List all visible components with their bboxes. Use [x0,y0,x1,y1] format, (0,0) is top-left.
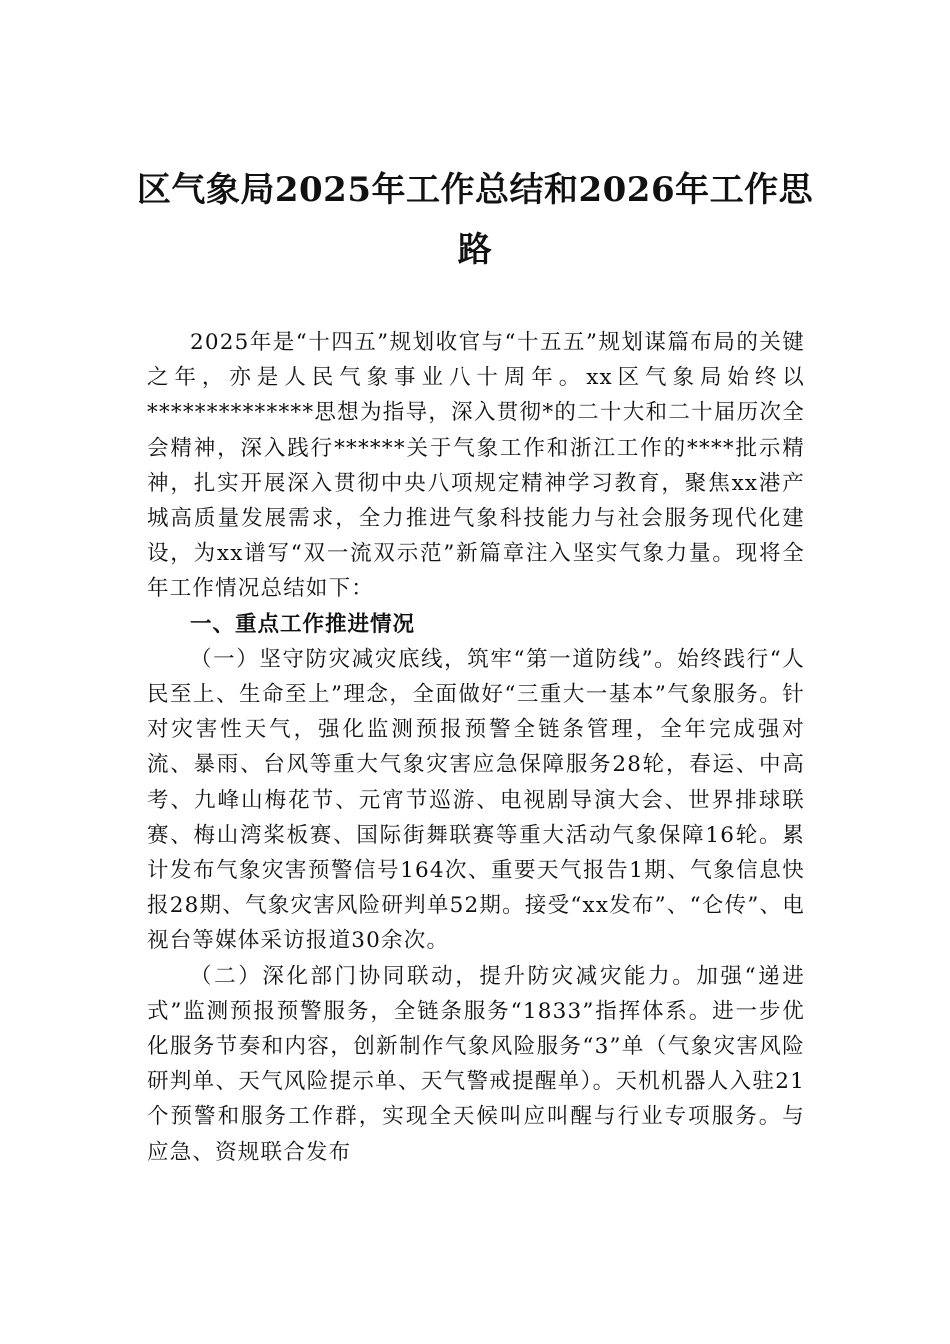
section-heading: 一、重点工作推进情况 [190,611,416,637]
paragraph-disaster-prevention: （一）坚守防灾减灾底线，筑牢“第一道防线”。始终践行“人民至上、生命至上”理念，全面做好“三重大一基本”气象服务。针对灾害性天气，强化监测预报预警全链条管理，全年完成强对流、暴雨、台风等重大气象灾害应急保障服务28轮，春运、中高考、九峰山梅花节、元宵节巡游、电视剧导演大会、世界排球联赛、梅山湾桨板赛、国际街舞联赛等重大活动气象保障16轮。累计发布气象灾害预警信号164次、重要天气报告1期、气象信息快报28期、气象灾害风险研判单52期。接受“xx发布”、“仑传”、电视台等媒体采访报道30余次。 [147,646,805,954]
document-title: 区气象局2025年工作总结和2026年工作思路 [136,170,814,270]
document-body [147,325,805,1170]
paragraph-department-coordination: （二）深化部门协同联动，提升防灾减灾能力。加强“递进式”监测预报预警服务，全链条服务“1833”指挥体系。进一步优化服务节奏和内容，创新制作气象风险服务“3”单（气象灾害风险研判单、天气风险提示单、天气警戒提醒单）。天机机器人入驻21个预警和服务工作群，实现全天候叫应叫醒与行业专项服务。与应急、资规联合发布 [147,963,805,1165]
intro-paragraph: 2025年是“十四五”规划收官与“十五五”规划谋篇布局的关键之年，亦是人民气象事业八十周年。xx区气象局始终以**************思想为指导，深入贯彻*的二十大和二十届历次全会精神，深入践行******关于气象工作和浙江工作的****批示精神，扎实开展深入贯彻中央八项规定精神学习教育，聚焦xx港产城高质量发展需求，全力推进气象科技能力与社会服务现代化建设，为xx谱写“双一流双示范”新篇章注入坚实气象力量。现将全年工作情况总结如下： [147,330,805,602]
